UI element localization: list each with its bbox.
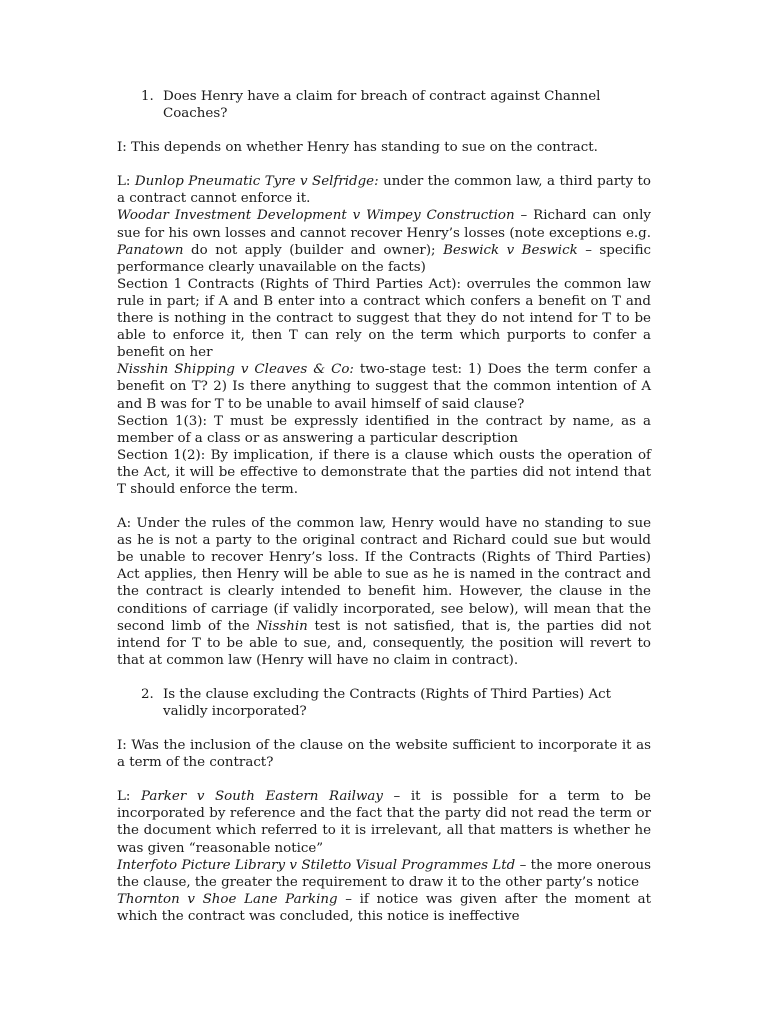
q1-law-section-1: Section 1 Contracts (Rights of Third Parties Act): overrules the common law rule in part; if A and B enter into a contract which confers a benefit on T and there is nothing in the contract to suggest that they do not intend for T to be able to enforce it, then T can rely on the term which purports to confer a benefit on her (117, 276, 651, 361)
case-name: Thornton v Shoe Lane Parking (117, 891, 338, 907)
q1-law-woodar: Woodar Investment Development v Wimpey Construction – Richard can only sue for his own losses and cannot recover Henry’s losses (note exceptions e.g. Panatown do not apply (builder and owner); Beswick v Beswick – specific performance clearly unavailable on the facts) (117, 208, 651, 275)
q2-law-thornton: Thornton v Shoe Lane Parking – if notice was given after the moment at which the contract was concluded, this notice is ineffective (117, 891, 651, 924)
q1-law-nisshin: Nisshin Shipping v Cleaves & Co: two-stage test: 1) Does the term confer a benefit on T? 2) Is there anything to suggest that the common intention of A and B was for T to be unable to avail himself of said clause? (117, 362, 651, 412)
q2-issue: I: Was the inclusion of the clause on the website sufficient to incorporate it as a term of the contract? (117, 738, 651, 771)
case-name: Parker v South Eastern Railway (141, 789, 383, 805)
case-name: Beswick v Beswick (443, 242, 578, 258)
question-1-number: 1. (141, 89, 154, 104)
case-name: Nisshin Shipping v Cleaves & Co: (117, 362, 354, 378)
q1-issue: I: This depends on whether Henry has standing to sue on the contract. (117, 140, 598, 156)
question-2 (117, 686, 651, 720)
question-1-text: Does Henry have a claim for breach of contract against Channel Coaches? (163, 89, 601, 122)
case-name: Nisshin (256, 618, 308, 634)
q2-law-interfoto: Interfoto Picture Library v Stiletto Visual Programmes Ltd – the more onerous the clause, the greater the requirement to draw it to the other party’s notice (117, 857, 651, 890)
question-1 (117, 88, 651, 122)
q2-law-parker: L: Parker v South Eastern Railway – it is possible for a term to be incorporated by reference and the fact that the party did not read the term or the document which referred to it is irrelevant, all that matters is whether he was given “reasonable notice” (117, 789, 651, 856)
case-name: Woodar Investment Development v Wimpey Construction (117, 208, 515, 224)
q1-application: A: Under the rules of the common law, Henry would have no standing to sue as he is not a party to the original contract and Richard could sue but would be unable to recover Henry’s loss. If the Contracts (Rights of Third Parties) Act applies, then Henry will be able to sue as he is named in the contract and the contract is clearly intended to benefit him. However, the clause in the conditions of carriage (if validly incorporated, see below), will mean that the second limb of the Nisshin test is not satisfied, that is, the parties did not intend for T to be able to sue, and, consequently, the position will revert to that at common law (Henry will have no claim in contract). (117, 516, 651, 668)
question-2-number: 2. (141, 686, 154, 702)
case-name: Interfoto Picture Library v Stiletto Visual Programmes Ltd (117, 857, 516, 873)
case-name: Dunlop Pneumatic Tyre v Selfridge: (134, 174, 379, 190)
q1-law-dunlop: L: Dunlop Pneumatic Tyre v Selfridge: under the common law, a third party to a contract cannot enforce it. (117, 174, 651, 207)
q1-law-section-1-3: Section 1(3): T must be expressly identified in the contract by name, as a member of a class or as answering a particular description (117, 413, 651, 446)
q1-law-section-1-2: Section 1(2): By implication, if there is a clause which ousts the operation of the Act, it will be effective to demonstrate that the parties did not intend that T should enforce the term. (117, 447, 651, 497)
question-2-text: Is the clause excluding the Contracts (Rights of Third Parties) Act validly incorporated? (163, 686, 612, 719)
case-name: Panatown (117, 242, 184, 258)
